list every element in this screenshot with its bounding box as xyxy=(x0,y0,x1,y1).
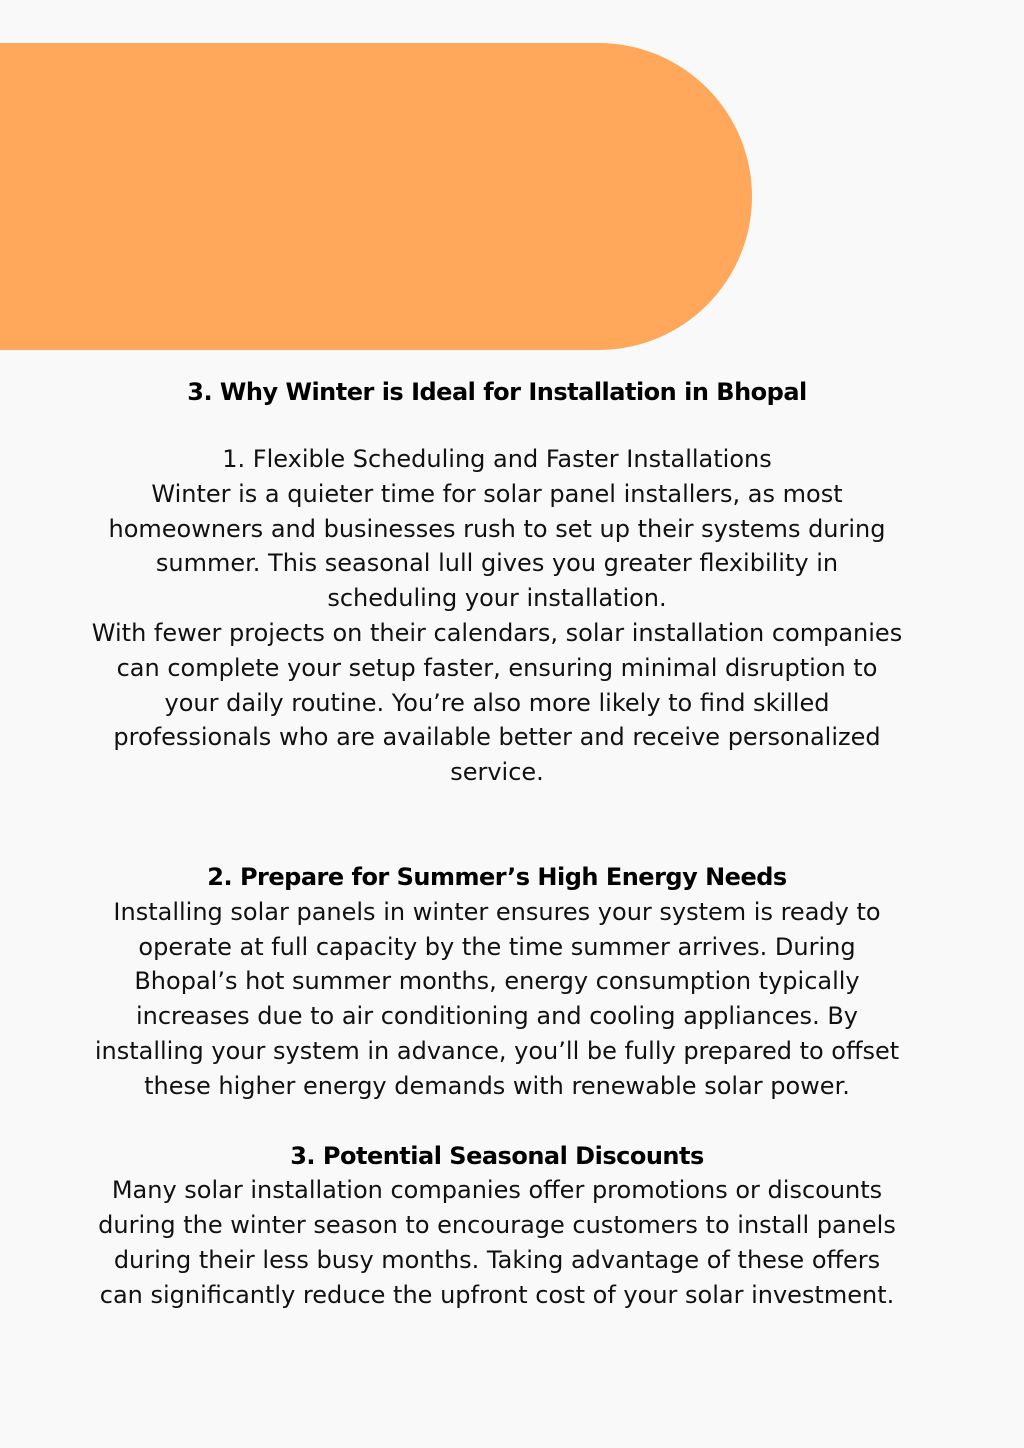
section-summer-energy xyxy=(90,860,904,1104)
section-paragraph: Winter is a quieter time for solar panel installers, as most homeowners and businesses rush to set up their systems during summer. This seasonal lull gives you greater flexibility in scheduling your installation. xyxy=(108,479,886,613)
section-paragraph: With fewer projects on their calendars, solar installation companies can complete your setup faster, ensuring minimal disruption to your daily routine. You’re also more likely to find skilled professionals who are available better and receive personalized service. xyxy=(91,618,903,787)
section-heading: 2. Prepare for Summer’s High Energy Needs xyxy=(207,862,787,891)
section-flexible-scheduling xyxy=(90,442,904,790)
section-seasonal-discounts xyxy=(90,1139,904,1313)
section-heading: 1. Flexible Scheduling and Faster Installations xyxy=(222,445,772,473)
section-paragraph: Installing solar panels in winter ensures your system is ready to operate at full capacity by the time summer arrives. During Bhopal’s hot summer months, energy consumption typically increases due to air conditioning and cooling appliances. By installing your system in advance, you’ll be fully prepared to offset these higher energy demands with renewable solar power. xyxy=(94,897,900,1100)
decorative-banner xyxy=(0,43,752,350)
section-heading: 3. Potential Seasonal Discounts xyxy=(290,1141,704,1170)
page-title: 3. Why Winter is Ideal for Installation in Bhopal xyxy=(187,378,807,406)
article-content xyxy=(90,372,904,1313)
section-paragraph: Many solar installation companies offer promotions or discounts during the winter season to encourage customers to install panels during their less busy months. Taking advantage of these offers can significantly reduce the upfront cost of your solar investment. xyxy=(98,1176,896,1309)
